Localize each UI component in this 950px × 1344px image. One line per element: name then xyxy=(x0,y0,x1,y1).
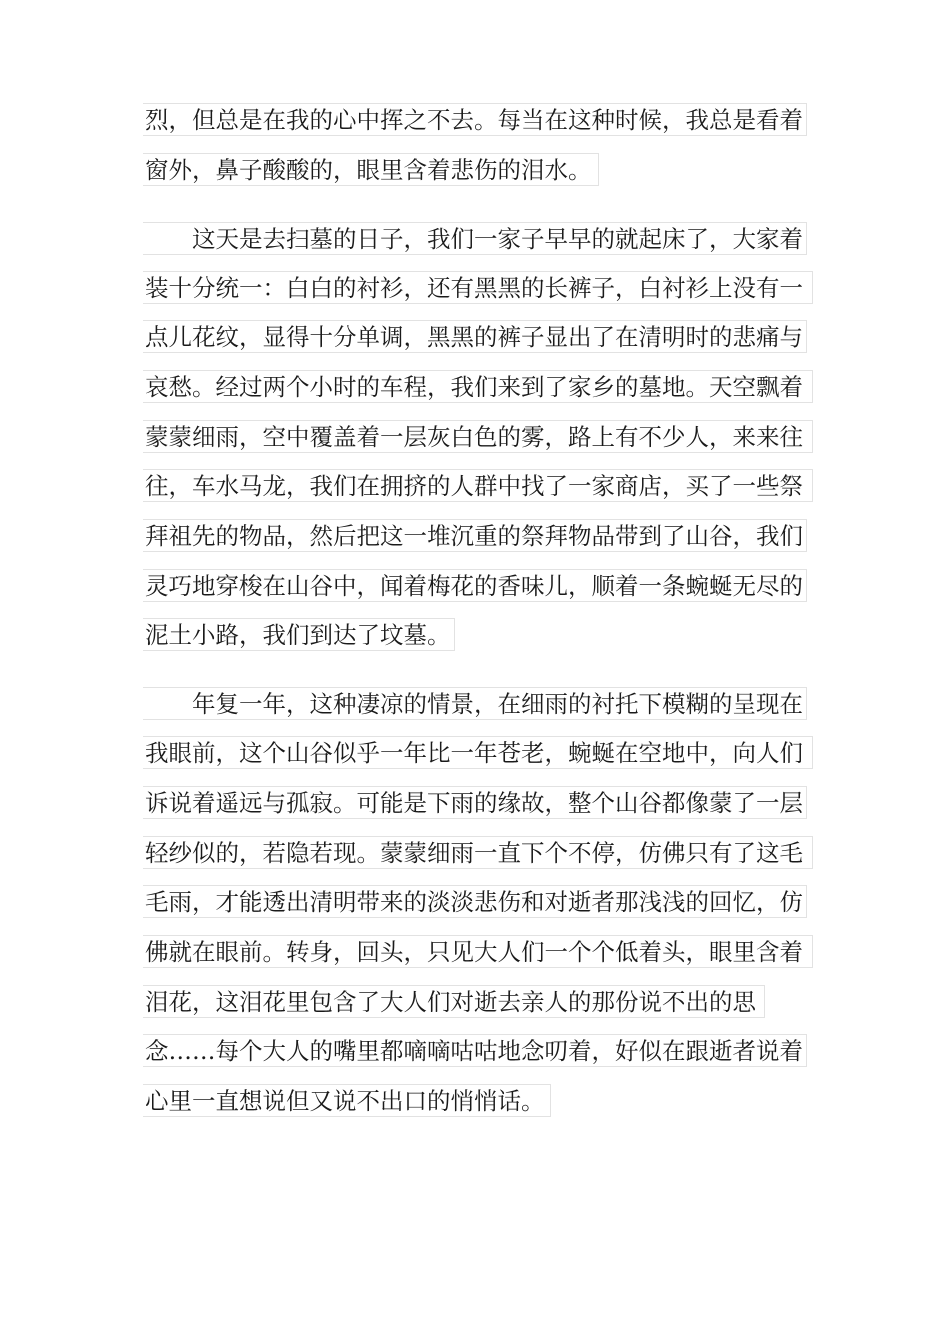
text-line: 泥土小路，我们到达了坟墓。 xyxy=(143,618,455,651)
text-line: 往，车水马龙，我们在拥挤的人群中找了一家商店，买了一些祭 xyxy=(143,469,813,502)
text-line: 毛雨，才能透出清明带来的淡淡悲伤和对逝者那浅浅的回忆，仿 xyxy=(143,885,807,918)
text-line: 点儿花纹，显得十分单调，黑黑的裤子显出了在清明时的悲痛与 xyxy=(143,320,807,353)
text-line: 这天是去扫墓的日子，我们一家子早早的就起床了，大家着 xyxy=(143,222,807,255)
text-line: 念……每个大人的嘴里都嘀嘀咕咕地念叨着，好似在跟逝者说着 xyxy=(143,1034,807,1067)
text-line: 泪花，这泪花里包含了大人们对逝去亲人的那份说不出的思 xyxy=(143,985,765,1018)
text-line: 拜祖先的物品，然后把这一堆沉重的祭拜物品带到了山谷，我们 xyxy=(143,519,807,552)
text-line: 佛就在眼前。转身，回头，只见大人们一个个低着头，眼里含着 xyxy=(143,935,813,968)
text-line: 蒙蒙细雨，空中覆盖着一层灰白色的雾，路上有不少人，来来往 xyxy=(143,420,813,453)
text-line: 年复一年，这种凄凉的情景，在细雨的衬托下模糊的呈现在 xyxy=(143,687,807,720)
text-line: 我眼前，这个山谷似乎一年比一年苍老，蜿蜒在空地中，向人们 xyxy=(143,736,813,769)
text-line: 窗外，鼻子酸酸的，眼里含着悲伤的泪水。 xyxy=(143,153,599,186)
text-line: 哀愁。经过两个小时的车程，我们来到了家乡的墓地。天空飘着 xyxy=(143,370,813,403)
text-line: 诉说着遥远与孤寂。可能是下雨的缘故，整个山谷都像蒙了一层 xyxy=(143,786,807,819)
text-line: 轻纱似的，若隐若现。蒙蒙细雨一直下个不停，仿佛只有了这毛 xyxy=(143,836,813,869)
text-line: 心里一直想说但又说不出口的悄悄话。 xyxy=(143,1084,551,1117)
text-line: 装十分统一：白白的衬衫，还有黑黑的长裤子，白衬衫上没有一 xyxy=(143,271,813,304)
text-line: 烈，但总是在我的心中挥之不去。每当在这种时候，我总是看着 xyxy=(143,103,807,136)
text-line: 灵巧地穿梭在山谷中，闻着梅花的香味儿，顺着一条蜿蜒无尽的 xyxy=(143,569,807,602)
